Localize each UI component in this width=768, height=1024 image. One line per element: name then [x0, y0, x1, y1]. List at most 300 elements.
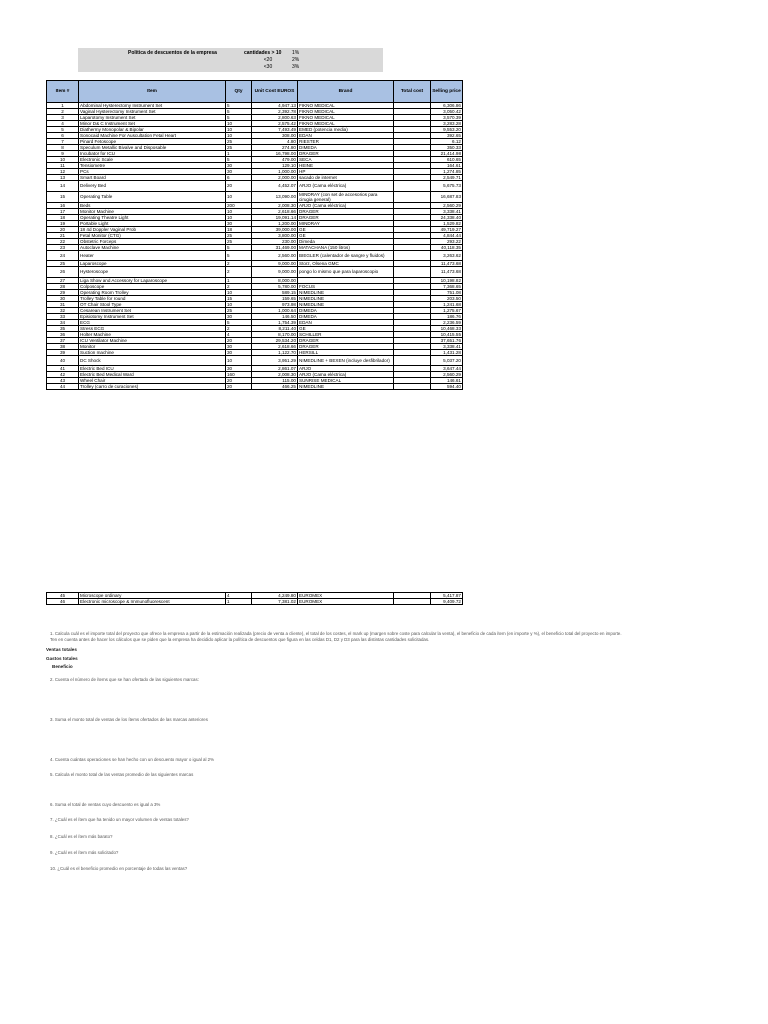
cell-brand: NIMEDLINE — [298, 384, 394, 390]
cell-selling-price: 5,675.73 — [431, 181, 463, 192]
cell-selling-price: 10,198.82 — [431, 277, 463, 283]
cell-selling-price: 6,306.86 — [431, 103, 463, 109]
cell-item-number: 5 — [47, 127, 79, 133]
cell-unit-cost: 9,000.00 — [252, 267, 298, 278]
cell-item: Sonocaid Machine For Auscultation Fetal Heart — [79, 133, 226, 139]
discount-policy-box — [78, 48, 383, 72]
cell-selling-price: 6.12 — [431, 139, 463, 145]
question-7: 7. ¿Cuál es el ítem que ha tenido un mayor volumen de ventas totales? — [50, 817, 189, 822]
cell-item-number: 1 — [47, 103, 79, 109]
cell-item: Electronic microscope & Immunofluorescent — [79, 599, 226, 605]
cell-item-number: 43 — [47, 378, 79, 384]
cell-item: Electronic Scale — [79, 157, 226, 163]
cell-unit-cost: 1,754.39 — [252, 319, 298, 325]
cell-total-cost — [394, 355, 431, 366]
cell-item: Stress ECG — [79, 325, 226, 331]
col-header-unit-cost: Unit Cost EUROS — [252, 81, 298, 103]
cell-item: Electric Bed ICU — [79, 366, 226, 372]
cell-item: Tensiometre — [79, 163, 226, 169]
cell-item: PCs — [79, 169, 226, 175]
cell-item: Obstetric Forceps — [79, 238, 226, 244]
policy-value: 1% — [292, 50, 300, 56]
cell-selling-price: 1,274.85 — [431, 169, 463, 175]
cell-qty: 4 — [226, 593, 252, 599]
cell-total-cost — [394, 267, 431, 278]
cell-unit-cost: 589.15 — [252, 289, 298, 295]
cell-item-number: 39 — [47, 349, 79, 355]
cell-item-number: 17 — [47, 208, 79, 214]
cell-item-number: 46 — [47, 599, 79, 605]
table-row — [47, 191, 463, 202]
cell-qty: 10 — [226, 301, 252, 307]
question-5: 5. Calcula el monto total de las ventas promedio de las siguientes marcas — [50, 772, 194, 777]
cell-brand: HP — [298, 169, 394, 175]
cell-item-number: 35 — [47, 325, 79, 331]
cell-item-number: 2 — [47, 109, 79, 115]
cell-unit-cost: 2,800.63 — [252, 115, 298, 121]
cell-selling-price: 16,687.83 — [431, 191, 463, 202]
cell-item: Holter Machine — [79, 331, 226, 337]
cell-qty: 10 — [226, 289, 252, 295]
cell-qty: 5 — [226, 109, 252, 115]
cell-unit-cost: 2,618.66 — [252, 208, 298, 214]
col-header-item-number: Item # — [47, 81, 79, 103]
cell-brand: DRAGER — [298, 151, 394, 157]
cell-brand: NIMEDLINE — [298, 289, 394, 295]
cell-item-number: 37 — [47, 337, 79, 343]
cell-selling-price: 9,553.20 — [431, 127, 463, 133]
cell-unit-cost: 2,575.42 — [252, 121, 298, 127]
cell-item-number: 41 — [47, 366, 79, 372]
cell-qty: 200 — [226, 202, 252, 208]
question-3: 3. Suma el monto total de ventas de los ítems ofertados de las marcas anteriores — [50, 717, 208, 722]
cell-unit-cost: 7,381.02 — [252, 599, 298, 605]
cell-brand: DRAGER — [298, 337, 394, 343]
header-row — [47, 81, 463, 103]
cell-selling-price: 10,468.33 — [431, 325, 463, 331]
cell-qty: 2 — [226, 267, 252, 278]
cell-qty: 25 — [226, 307, 252, 313]
cell-selling-price: 3,050.42 — [431, 109, 463, 115]
cell-brand: FIKNO MEDICAL — [298, 115, 394, 121]
cell-item: Microscope ordinary — [79, 593, 226, 599]
cell-unit-cost: 9,000.00 — [252, 261, 298, 267]
cell-brand: ARJO (Cama eléctrica) — [298, 372, 394, 378]
cell-selling-price: 11,473.68 — [431, 267, 463, 278]
question-4: 4. Cuenta cuántas operaciones se han hecho con un descuento mayor o igual al 2% — [50, 757, 215, 762]
cell-selling-price: 610.65 — [431, 157, 463, 163]
cell-brand: FIKNO MEDICAL — [298, 109, 394, 115]
label-gastos-totales: Gastos totales — [46, 656, 78, 661]
cell-item-number: 9 — [47, 151, 79, 157]
cell-selling-price: 5,037.20 — [431, 355, 463, 366]
cell-item-number: 26 — [47, 267, 79, 278]
cell-unit-cost: 4.80 — [252, 139, 298, 145]
policy-row — [244, 64, 312, 70]
cell-unit-cost: 4,249.80 — [252, 593, 298, 599]
col-header-item: Item — [79, 81, 226, 103]
cell-selling-price: 37,651.76 — [431, 337, 463, 343]
col-header-qty: Qty — [226, 81, 252, 103]
cell-item-number: 28 — [47, 283, 79, 289]
question-1-line-2: Ten en cuenta antes de hacer los cálculos que se piden que la empresa ha decidido aplicar la política de descuentos que figura en las celdas D1, D2 y D3 para las distintas cantidades solicitadas. — [50, 637, 430, 642]
cell-brand: ARJO (Cama eléctrica) — [298, 202, 394, 208]
cell-item-number: 22 — [47, 238, 79, 244]
cell-total-cost — [394, 250, 431, 261]
cell-brand: GE — [298, 226, 394, 232]
cell-unit-cost: 4,947.13 — [252, 103, 298, 109]
cell-item-number: 15 — [47, 191, 79, 202]
cell-brand: SECA — [298, 157, 394, 163]
cell-brand: MINDRAY (con set de accesorios para cirugia general) — [298, 191, 394, 202]
cell-item: Suction machine — [79, 349, 226, 355]
cell-unit-cost: 146.50 — [252, 313, 298, 319]
cell-qty: 10 — [226, 214, 252, 220]
cell-qty: 2 — [226, 261, 252, 267]
cell-selling-price: 49,719.27 — [431, 226, 463, 232]
cell-qty: 25 — [226, 145, 252, 151]
cell-brand: NIMEDLINE + BEXEN (incluye desfibrilador) — [298, 355, 394, 366]
question-1 — [50, 631, 700, 643]
policy-label: <20 — [263, 57, 273, 63]
cell-qty: 1 — [226, 277, 252, 283]
cell-unit-cost: 2,008.30 — [252, 372, 298, 378]
cell-qty: 1 — [226, 599, 252, 605]
cell-unit-cost: 466.25 — [252, 384, 298, 390]
cell-item-number: 40 — [47, 355, 79, 366]
cell-item: Autoclave Machine — [79, 244, 226, 250]
cell-item-number: 30 — [47, 295, 79, 301]
cell-brand: HERSILL — [298, 349, 394, 355]
cell-total-cost — [394, 181, 431, 192]
cell-item: Electric Bed Medical Ward — [79, 372, 226, 378]
cell-item: Colposcope — [79, 283, 226, 289]
cell-qty: 10 — [226, 355, 252, 366]
cell-selling-price: 594.40 — [431, 384, 463, 390]
cell-unit-cost: 1,000.00 — [252, 169, 298, 175]
cell-brand: RIESTER — [298, 139, 394, 145]
cell-brand: ARJO — [298, 366, 394, 372]
cell-item-number: 29 — [47, 289, 79, 295]
cell-item-number: 34 — [47, 319, 79, 325]
cell-qty: 20 — [226, 337, 252, 343]
cell-selling-price: 40,118.35 — [431, 244, 463, 250]
cell-brand: MINDRAY — [298, 220, 394, 226]
cell-unit-cost: 4,452.07 — [252, 181, 298, 192]
cell-brand: pongo lo mismo que para laparoscopio — [298, 267, 394, 278]
cell-item-number: 18 — [47, 214, 79, 220]
cell-unit-cost: 3,800.00 — [252, 232, 298, 238]
cell-item-number: 11 — [47, 163, 79, 169]
cell-total-cost — [394, 191, 431, 202]
cell-qty: 30 — [226, 349, 252, 355]
cell-item-number: 8 — [47, 145, 79, 151]
label-ventas-totales: Ventas totales — [46, 647, 77, 652]
cell-brand: DIMEDA — [298, 307, 394, 313]
cell-qty: 5 — [226, 157, 252, 163]
cell-total-cost — [394, 384, 431, 390]
cell-qty: 160 — [226, 372, 252, 378]
cell-brand: MATACHANA (150 litros) — [298, 244, 394, 250]
cell-brand: FIKNO MEDICAL — [298, 103, 394, 109]
cell-selling-price: 751.08 — [431, 289, 463, 295]
cell-unit-cost: 8,170.00 — [252, 331, 298, 337]
cell-selling-price: 186.76 — [431, 313, 463, 319]
question-6: 6. Suma el total de ventas cuyo descuento es igual a 3% — [50, 802, 161, 807]
cell-unit-cost: 2,008.30 — [252, 202, 298, 208]
cell-item-number: 20 — [47, 226, 79, 232]
cell-unit-cost: 19,091.14 — [252, 214, 298, 220]
cell-item: Monitor — [79, 343, 226, 349]
cell-qty: 15 — [226, 295, 252, 301]
cell-unit-cost: 129.10 — [252, 163, 298, 169]
cell-selling-price: 164.61 — [431, 163, 463, 169]
cell-item: Trolley (carro de curaciones) — [79, 384, 226, 390]
cell-selling-price: 146.61 — [431, 378, 463, 384]
cell-selling-price: 2,560.29 — [431, 372, 463, 378]
cell-selling-price: 293.22 — [431, 238, 463, 244]
cell-item-number: 12 — [47, 169, 79, 175]
col-header-total-cost: Total cost — [394, 81, 431, 103]
cell-item: Monitor Machine — [79, 208, 226, 214]
cell-unit-cost: 31,469.00 — [252, 244, 298, 250]
cell-qty: 30 — [226, 343, 252, 349]
cell-qty: 1 — [226, 151, 252, 157]
cell-selling-price: 1,431.28 — [431, 349, 463, 355]
cell-selling-price: 1,275.67 — [431, 307, 463, 313]
cell-brand: SCHILLER — [298, 331, 394, 337]
cell-selling-price: 3,338.41 — [431, 208, 463, 214]
cell-item-number: 42 — [47, 372, 79, 378]
cell-item: Vaginal Hysterectomy Instrument Set — [79, 109, 226, 115]
cell-qty: 30 — [226, 163, 252, 169]
cell-item-number: 19 — [47, 220, 79, 226]
items-table — [46, 80, 463, 390]
cell-unit-cost: 115.00 — [252, 378, 298, 384]
cell-qty: 6 — [226, 175, 252, 181]
policy-row — [244, 57, 312, 63]
cell-selling-price: 2,560.29 — [431, 202, 463, 208]
cell-item: ICU Ventilator Machine — [79, 337, 226, 343]
cell-selling-price: 3,570.39 — [431, 115, 463, 121]
cell-item-number: 31 — [47, 301, 79, 307]
cell-item: Operating Room Trolley — [79, 289, 226, 295]
cell-brand: sacado de internet — [298, 175, 394, 181]
cell-qty: 20 — [226, 378, 252, 384]
cell-item-number: 10 — [47, 157, 79, 163]
cell-unit-cost: 5,780.00 — [252, 283, 298, 289]
policy-label: <30 — [263, 64, 273, 70]
cell-brand: ARJO (Cama eléctrica) — [298, 181, 394, 192]
cell-qty: 5 — [226, 319, 252, 325]
cell-selling-price: 3,338.41 — [431, 343, 463, 349]
cell-selling-price: 392.65 — [431, 133, 463, 139]
cell-brand: FOCUS — [298, 283, 394, 289]
cell-brand: Storz, Olsena GMC — [298, 261, 394, 267]
cell-qty: 18 — [226, 226, 252, 232]
cell-item: Speculum Metallic Bivalve and Disposable — [79, 145, 226, 151]
col-header-selling-price: Selling price — [431, 81, 463, 103]
cell-item: Cesarean Instrument Set — [79, 307, 226, 313]
cell-selling-price: 3,283.28 — [431, 121, 463, 127]
cell-unit-cost: 308.00 — [252, 133, 298, 139]
cell-item: Episiotomy Instrument Set — [79, 313, 226, 319]
cell-selling-price: 21,414.98 — [431, 151, 463, 157]
cell-qty: 5 — [226, 244, 252, 250]
cell-qty: 5 — [226, 250, 252, 261]
table-row — [47, 250, 463, 261]
cell-item: 18 4d Doppler Vaginal Prob — [79, 226, 226, 232]
cell-unit-cost: 3,951.29 — [252, 355, 298, 366]
cell-item-number: 6 — [47, 133, 79, 139]
cell-selling-price: 24,338.40 — [431, 214, 463, 220]
cell-brand: EDAN — [298, 319, 394, 325]
cell-selling-price: 1,529.82 — [431, 220, 463, 226]
cell-brand: BIEGLER (calentador de sangre y fluidos) — [298, 250, 394, 261]
cell-unit-cost: 1,000.64 — [252, 307, 298, 313]
cell-item-number: 4 — [47, 121, 79, 127]
cell-unit-cost: 973.98 — [252, 301, 298, 307]
cell-unit-cost: 29,534.20 — [252, 337, 298, 343]
cell-total-cost — [394, 599, 431, 605]
cell-item: Operating Theatre Light — [79, 214, 226, 220]
cell-unit-cost: 2,560.00 — [252, 250, 298, 261]
cell-brand: DRAGER — [298, 208, 394, 214]
question-8: 8. ¿Cuál es el ítem más barato? — [50, 834, 113, 839]
cell-qty: 25 — [226, 238, 252, 244]
cell-qty: 30 — [226, 366, 252, 372]
cell-qty: 10 — [226, 121, 252, 127]
cell-brand: SUNRISE MEDICAL — [298, 378, 394, 384]
cell-unit-cost: 274.80 — [252, 145, 298, 151]
cell-item-number: 14 — [47, 181, 79, 192]
cell-item-number: 7 — [47, 139, 79, 145]
cell-brand: Dimeda — [298, 238, 394, 244]
cell-selling-price: 2,236.59 — [431, 319, 463, 325]
cell-qty: 2 — [226, 283, 252, 289]
cell-brand: DIMEDA — [298, 145, 394, 151]
cell-item: OT Chair Stool Type — [79, 301, 226, 307]
cell-item-number: 27 — [47, 277, 79, 283]
cell-item: Abdominal Hysterectomy Instrument Set — [79, 103, 226, 109]
label-beneficio: Beneficio — [52, 664, 73, 669]
cell-item: Wheel Chair — [79, 378, 226, 384]
cell-item: Portable Light — [79, 220, 226, 226]
policy-label: cantidades > 10 — [244, 50, 282, 56]
cell-qty: 5 — [226, 115, 252, 121]
cell-selling-price: 3,647.44 — [431, 366, 463, 372]
cell-item-number: 25 — [47, 261, 79, 267]
cell-qty: 10 — [226, 127, 252, 133]
cell-item: Fetal Monitor (CTG) — [79, 232, 226, 238]
cell-unit-cost: 16,798.00 — [252, 151, 298, 157]
cell-selling-price: 7,368.65 — [431, 283, 463, 289]
cell-item-number: 16 — [47, 202, 79, 208]
cell-unit-cost: 479.00 — [252, 157, 298, 163]
policy-value: 3% — [292, 64, 300, 70]
cell-unit-cost: 39,000.00 — [252, 226, 298, 232]
cell-unit-cost: 2,392.78 — [252, 109, 298, 115]
cell-qty: 10 — [226, 133, 252, 139]
cell-item: ECG — [79, 319, 226, 325]
policy-title: Politica de descuentos de la empresa — [128, 50, 217, 56]
cell-item: Beds — [79, 202, 226, 208]
cell-brand: HEINE — [298, 163, 394, 169]
cell-item-number: 13 — [47, 175, 79, 181]
cell-item: Smart Board — [79, 175, 226, 181]
cell-qty: 25 — [226, 139, 252, 145]
cell-item-number: 23 — [47, 244, 79, 250]
cell-item: Heater — [79, 250, 226, 261]
cell-item-number: 45 — [47, 593, 79, 599]
cell-brand: DIMEDA — [298, 313, 394, 319]
question-2: 2. Cuenta el número de ítems que se han ofertado de las siguientes marcas: — [50, 677, 199, 682]
cell-item: Operating Table — [79, 191, 226, 202]
cell-item: Trolley Table for round — [79, 295, 226, 301]
cell-item-number: 36 — [47, 331, 79, 337]
cell-selling-price: 350.33 — [431, 145, 463, 151]
cell-item: DC Shock — [79, 355, 226, 366]
cell-qty: 5 — [226, 103, 252, 109]
table-row — [47, 181, 463, 192]
policy-value: 2% — [292, 57, 300, 63]
cell-selling-price: 1,241.68 — [431, 301, 463, 307]
cell-qty: 30 — [226, 313, 252, 319]
cell-item-number: 38 — [47, 343, 79, 349]
cell-unit-cost: 1,122.70 — [252, 349, 298, 355]
question-1-line-1: 1. Calcula cuál es el importe total del proyecto que ofrece la empresa a partir de la estimación realizada (precio de venta a cliente), el total de los costes, el mark up (margen sobre coste para calcular la venta), el beneficio de cada ítem (en importe y %), el beneficio total del proyecto en importe. — [50, 631, 622, 636]
cell-selling-price: 4,844.44 — [431, 232, 463, 238]
cell-unit-cost: 1,200.00 — [252, 220, 298, 226]
cell-brand: DRAGER — [298, 343, 394, 349]
cell-unit-cost: 2,861.07 — [252, 366, 298, 372]
cell-brand: EDAN — [298, 133, 394, 139]
cell-selling-price: 203.50 — [431, 295, 463, 301]
cell-qty: 25 — [226, 232, 252, 238]
cell-qty: 10 — [226, 191, 252, 202]
cell-brand: NIMEDLINE — [298, 301, 394, 307]
cell-unit-cost: 159.65 — [252, 295, 298, 301]
question-9: 9. ¿Cuál es el ítem más solicitado? — [50, 850, 119, 855]
question-10: 10. ¿Cuál es el beneficio promedio en porcentaje de todas las ventas? — [50, 866, 188, 871]
cell-brand: EMED (potencia media) — [298, 127, 394, 133]
cell-item-number: 33 — [47, 313, 79, 319]
cell-brand: GE — [298, 325, 394, 331]
table-row — [47, 599, 463, 605]
cell-item: Incubator for ICU — [79, 151, 226, 157]
items-table-continued — [46, 592, 463, 605]
cell-unit-cost: 7,493.49 — [252, 127, 298, 133]
cell-item: Laparoscope — [79, 261, 226, 267]
cell-selling-price: 9,409.72 — [431, 599, 463, 605]
cell-brand: EUROMEX — [298, 599, 394, 605]
cell-brand: NIMEDLINE — [298, 295, 394, 301]
cell-item-number: 3 — [47, 115, 79, 121]
cell-item-number: 24 — [47, 250, 79, 261]
cell-item-number: 44 — [47, 384, 79, 390]
cell-qty: 30 — [226, 220, 252, 226]
cell-item: Laparotomy Instrument Set — [79, 115, 226, 121]
cell-selling-price: 5,417.87 — [431, 593, 463, 599]
policy-row — [244, 50, 312, 56]
cell-item-number: 32 — [47, 307, 79, 313]
cell-qty: 4 — [226, 331, 252, 337]
cell-item: Diathermy Monopolar & Bipolar — [79, 127, 226, 133]
table-row — [47, 267, 463, 278]
cell-unit-cost: 13,090.00 — [252, 191, 298, 202]
cell-selling-price: 10,415.55 — [431, 331, 463, 337]
cell-brand: FIKNO MEDICAL — [298, 121, 394, 127]
